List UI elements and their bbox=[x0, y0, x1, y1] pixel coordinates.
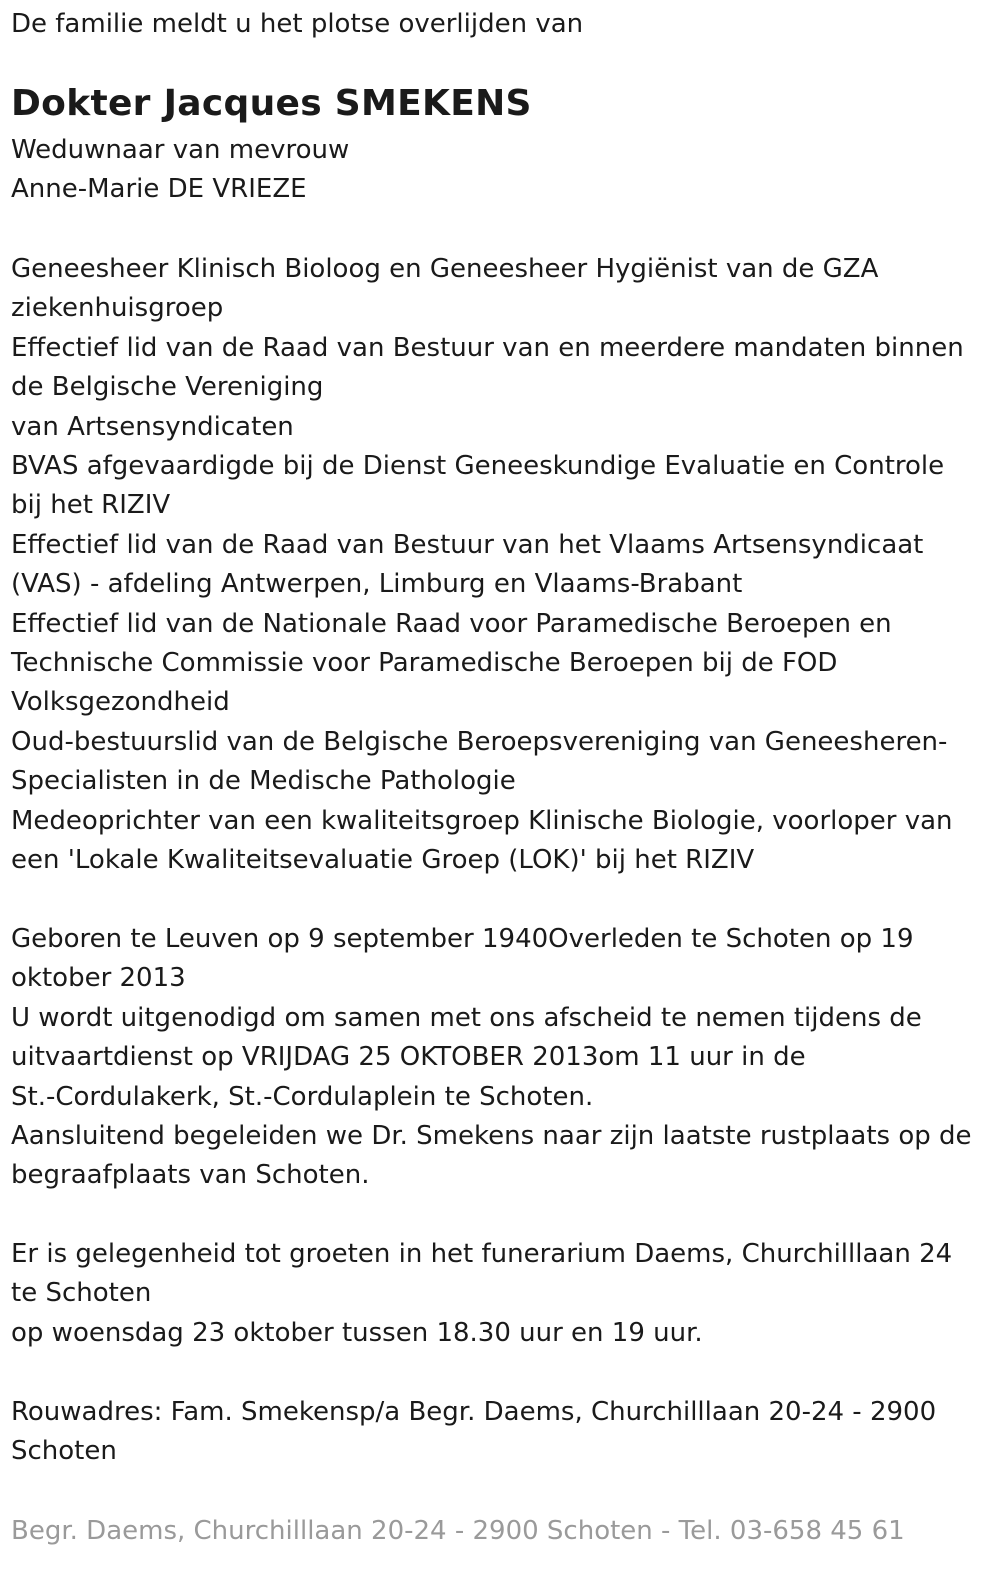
dates-line: begraafplaats van Schoten. bbox=[11, 1160, 370, 1191]
intro-text: De familie meldt u het plotse overlijden van bbox=[11, 9, 584, 39]
address-line: Rouwadres: Fam. Smekensp/a Begr. Daems, Churchilllaan 20-24 - 2900 bbox=[11, 1397, 937, 1427]
titles-line: Oud-bestuurslid van de Belgische Beroepsvereniging van Geneesheren- bbox=[11, 726, 948, 757]
titles-line: een 'Lokale Kwaliteitsevaluatie Groep (LOK)' bij het RIZIV bbox=[11, 845, 755, 876]
dates-line: U wordt uitgenodigd om samen met ons afscheid te nemen tijdens de bbox=[11, 1002, 922, 1033]
titles-line: BVAS afgevaardigde bij de Dienst Geneeskundige Evaluatie en Controle bbox=[11, 451, 945, 482]
titles-line: ziekenhuisgroep bbox=[11, 293, 224, 324]
titles-line: (VAS) - afdeling Antwerpen, Limburg en Vlaams-Brabant bbox=[11, 569, 743, 600]
dates-ceremony-block bbox=[11, 920, 972, 1196]
visit-line: te Schoten bbox=[11, 1278, 152, 1309]
titles-line: van Artsensyndicaten bbox=[11, 411, 294, 442]
widow-line: Anne-Marie DE VRIEZE bbox=[11, 174, 307, 205]
address-line: Schoten bbox=[11, 1436, 117, 1467]
visit-line: op woensdag 23 oktober tussen 18.30 uur en 19 uur. bbox=[11, 1317, 703, 1348]
titles-line: Volksgezondheid bbox=[11, 687, 230, 718]
titles-line: Technische Commissie voor Paramedische Beroepen bij de FOD bbox=[11, 648, 838, 679]
mourning-address-block bbox=[11, 1393, 936, 1472]
visit-line: Er is gelegenheid tot groeten in het funerarium Daems, Churchilllaan 24 bbox=[11, 1239, 953, 1269]
titles-line: Effectief lid van de Nationale Raad voor Paramedische Beroepen en bbox=[11, 608, 892, 639]
dates-line: uitvaartdienst op VRIJDAG 25 OKTOBER 2013om 11 uur in de bbox=[11, 1042, 806, 1073]
funeral-home-footer: Begr. Daems, Churchilllaan 20-24 - 2900 Schoten - Tel. 03-658 45 61 bbox=[11, 1516, 905, 1546]
titles-line: Geneesheer Klinisch Bioloog en Geneesheer Hygiënist van de GZA bbox=[11, 254, 879, 284]
titles-line: bij het RIZIV bbox=[11, 490, 171, 521]
visitation-block bbox=[11, 1235, 952, 1353]
titles-line: Effectief lid van de Raad van Bestuur van en meerdere mandaten binnen bbox=[11, 332, 964, 363]
titles-line: de Belgische Vereniging bbox=[11, 372, 324, 403]
dates-line: oktober 2013 bbox=[11, 963, 186, 994]
titles-line: Specialisten in de Medische Pathologie bbox=[11, 766, 516, 797]
widow-block bbox=[11, 131, 349, 210]
widow-line: Weduwnaar van mevrouw bbox=[11, 135, 350, 165]
dates-line: Aansluitend begeleiden we Dr. Smekens naar zijn laatste rustplaats op de bbox=[11, 1121, 972, 1152]
deceased-name: Dokter Jacques SMEKENS bbox=[11, 83, 532, 124]
dates-line: Geboren te Leuven op 9 september 1940Overleden te Schoten op 19 bbox=[11, 924, 914, 954]
titles-line: Effectief lid van de Raad van Bestuur van het Vlaams Artsensyndicaat bbox=[11, 529, 924, 560]
dates-line: St.-Cordulakerk, St.-Cordulaplein te Schoten. bbox=[11, 1081, 594, 1112]
titles-block bbox=[11, 250, 964, 881]
titles-line: Medeoprichter van een kwaliteitsgroep Klinische Biologie, voorloper van bbox=[11, 805, 953, 836]
